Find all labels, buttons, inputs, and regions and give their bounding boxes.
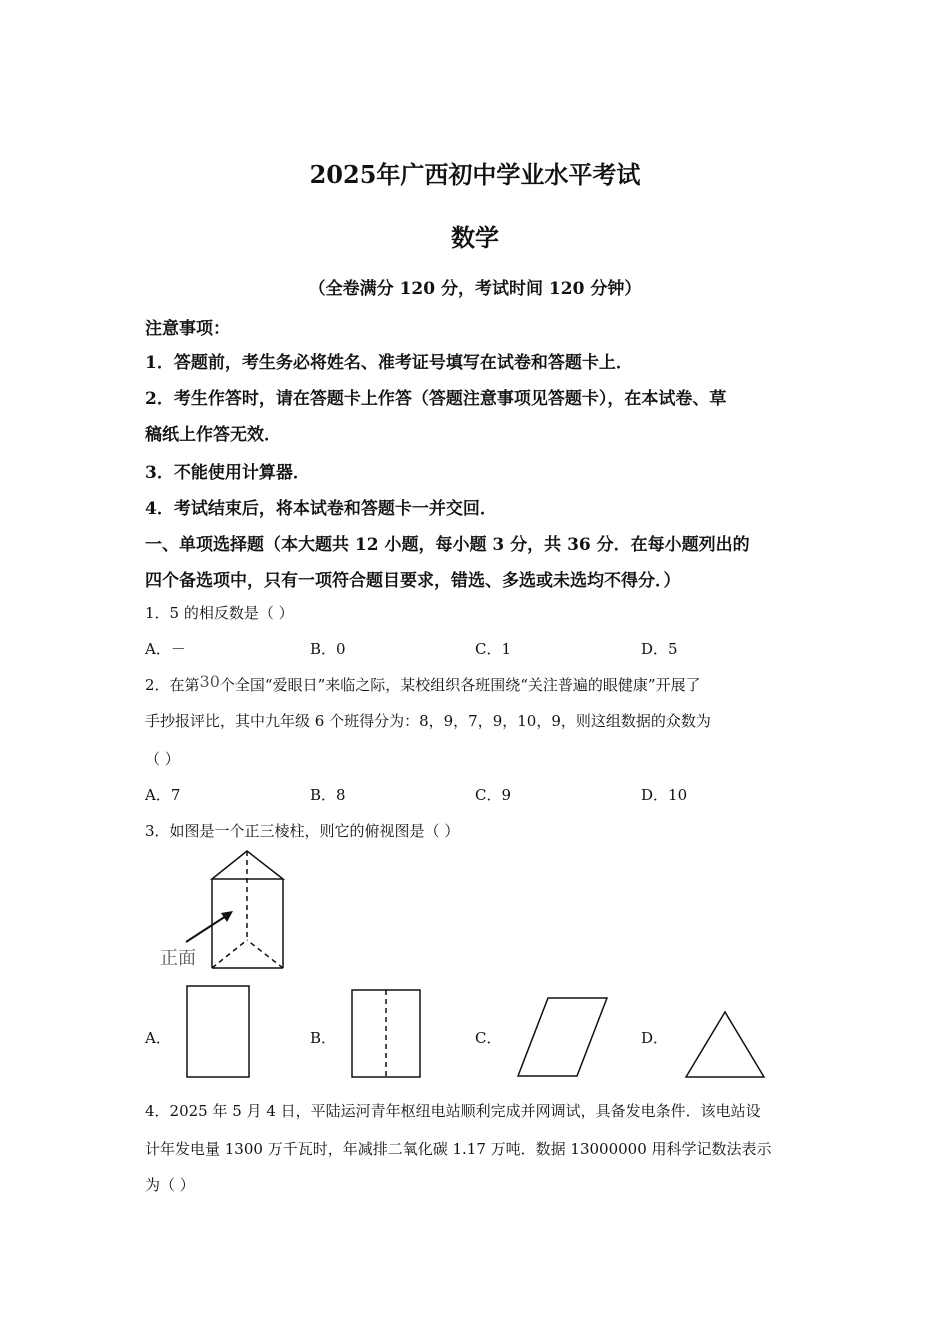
prism-hidden-edge <box>212 940 247 968</box>
q2-text-b: 个全国“爱眼日”来临之际，某校组织各班围绕“关注普遍的眼健康”开展了 <box>219 676 701 694</box>
option-d-triangle <box>686 1012 764 1077</box>
q3-option-d: D． <box>641 1029 669 1047</box>
option-b-rectangle-dashed <box>352 990 420 1077</box>
exam-title: 2025年广西初中学业水平考试 <box>309 160 641 189</box>
q1-option-b: B．0 <box>310 640 346 658</box>
note-item: 2．考生作答时，请在答题卡上作答（答题注意事项见答题卡），在本试卷、草 <box>145 389 727 409</box>
question-4-line2: 计年发电量 1300 万千瓦时，年减排二氧化碳 1.17 万吨．数据 13000000 用科学记数法表示 <box>145 1140 772 1158</box>
note-item: 3．不能使用计算器． <box>145 463 310 483</box>
note-item: 4．考试结束后，将本试卷和答题卡一并交回． <box>145 499 497 519</box>
section-heading: 一、单项选择题（本大题共 12 小题，每小题 3 分，共 36 分．在每小题列出的 <box>145 535 750 555</box>
q3-option-b: B． <box>310 1029 337 1047</box>
option-c-parallelogram <box>518 998 607 1076</box>
exam-info: （全卷满分 120 分，考试时间 120 分钟） <box>308 279 642 299</box>
q1-option-d: D．5 <box>641 640 678 658</box>
note-item: 1．答题前，考生务必将姓名、准考证号填写在试卷和答题卡上． <box>145 353 633 373</box>
question-3-stem: 3．如图是一个正三棱柱，则它的俯视图是（ ） <box>145 822 460 840</box>
q1-option-c: C．1 <box>475 640 512 658</box>
q2-number: 30 <box>199 672 220 691</box>
prism-hidden-edge <box>247 940 283 968</box>
section-heading-cont: 四个备选项中，只有一项符合题目要求，错选、多选或未选均不得分．） <box>145 571 681 591</box>
notes-heading: 注意事项： <box>145 319 230 339</box>
triangular-prism <box>212 851 283 968</box>
q2-option-b: B．8 <box>310 786 346 804</box>
note-item: 稿纸上作答无效． <box>145 425 281 445</box>
arrow-icon <box>186 911 233 942</box>
q2-text-a: 2．在第 <box>145 676 200 694</box>
question-2-line2: 手抄报评比，其中九年级 6 个班得分为：8，9，7，9，10，9，则这组数据的众数为 <box>145 712 711 730</box>
question-4-stem: 4．2025 年 5 月 4 日，平陆运河青年枢纽电站顺利完成并网调试，具备发电条件．该电站设 <box>145 1102 761 1120</box>
question-2-line3: （ ） <box>145 750 180 768</box>
question-4-line3: 为（ ） <box>145 1176 195 1194</box>
q2-option-d: D．10 <box>641 786 688 804</box>
q2-option-c: C．9 <box>475 786 512 804</box>
q1-option-a: A．－ <box>145 640 186 658</box>
q3-option-c: C． <box>475 1029 502 1047</box>
q2-option-a: A．7 <box>145 786 181 804</box>
front-label: 正面 <box>160 948 196 969</box>
option-a-rectangle <box>187 986 249 1077</box>
question-1-stem: 1．5 的相反数是（ ） <box>145 604 294 622</box>
subject-title: 数学 <box>451 223 499 252</box>
q3-option-a: A． <box>145 1029 171 1047</box>
